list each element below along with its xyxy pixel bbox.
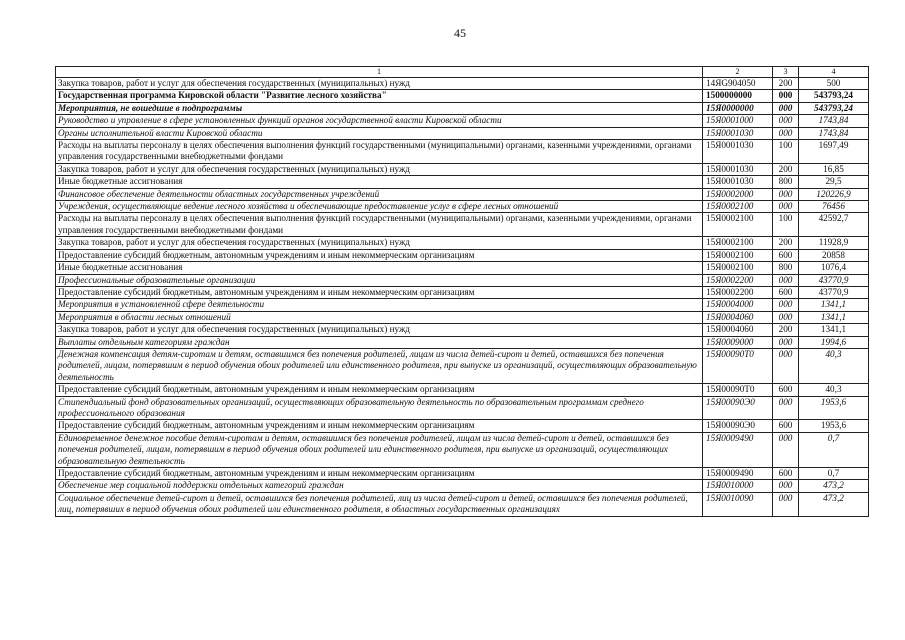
row-code-cell: 15Я0001030	[703, 176, 773, 188]
table-row	[56, 286, 869, 298]
row-expense-type-cell: 000	[773, 115, 799, 127]
row-code-cell: 15Я0009000	[703, 336, 773, 348]
row-name-cell: Мероприятия в установленной сфере деятельности	[56, 299, 703, 311]
row-name-cell: Стипендиальный фонд образовательных организаций, осуществляющих образовательную деятельность по образовательным программам среднего профессионального образования	[56, 396, 703, 420]
row-name-cell: Предоставление субсидий бюджетным, автономным учреждениям и иным некоммерческим организациям	[56, 420, 703, 432]
table-row	[56, 163, 869, 175]
row-amount-cell: 43770,9	[799, 286, 869, 298]
row-amount-cell: 1341,1	[799, 299, 869, 311]
row-amount-cell: 43770,9	[799, 274, 869, 286]
row-name-cell: Закупка товаров, работ и услуг для обеспечения государственных (муниципальных) нужд	[56, 324, 703, 336]
row-name-cell: Закупка товаров, работ и услуг для обеспечения государственных (муниципальных) нужд	[56, 163, 703, 175]
table-row	[56, 299, 869, 311]
row-code-cell: 15Я0002000	[703, 188, 773, 200]
row-name-cell: Финансовое обеспечение деятельности областных государственных учреждений	[56, 188, 703, 200]
row-name-cell: Закупка товаров, работ и услуг для обеспечения государственных (муниципальных) нужд	[56, 237, 703, 249]
table-row	[56, 78, 869, 90]
row-amount-cell: 473,2	[799, 492, 869, 516]
table-row	[56, 324, 869, 336]
table-row	[56, 468, 869, 480]
table-row	[56, 90, 869, 102]
row-expense-type-cell: 000	[773, 348, 799, 383]
row-code-cell: 15Я0004000	[703, 299, 773, 311]
row-expense-type-cell: 100	[773, 140, 799, 164]
row-code-cell: 15Я0002100	[703, 213, 773, 237]
row-name-cell: Социальное обеспечение детей-сирот и детей, оставшихся без попечения родителей, лиц из числа детей-сирот и детей, оставшихся без попечения родителей, лиц, потерявших в период обучения обоих родителей или единственного родителя, в областных государственных организациях	[56, 492, 703, 516]
row-code-cell: 15Я00090Т0	[703, 384, 773, 396]
row-name-cell: Мероприятия, не вошедшие в подпрограммы	[56, 102, 703, 114]
row-amount-cell: 16,85	[799, 163, 869, 175]
row-name-cell: Выплаты отдельным категориям граждан	[56, 336, 703, 348]
row-expense-type-cell: 200	[773, 163, 799, 175]
row-expense-type-cell: 000	[773, 480, 799, 492]
row-name-cell: Обеспечение мер социальной поддержки отдельных категорий граждан	[56, 480, 703, 492]
table-row	[56, 420, 869, 432]
row-amount-cell: 500	[799, 78, 869, 90]
row-code-cell: 14ЯG904050	[703, 78, 773, 90]
row-amount-cell: 1697,49	[799, 140, 869, 164]
row-expense-type-cell: 000	[773, 90, 799, 102]
row-code-cell: 15Я0010000	[703, 480, 773, 492]
row-code-cell: 15Я00090Э0	[703, 396, 773, 420]
row-code-cell: 15Я0001000	[703, 115, 773, 127]
row-expense-type-cell: 000	[773, 274, 799, 286]
row-name-cell: Предоставление субсидий бюджетным, автономным учреждениям и иным некоммерческим организациям	[56, 384, 703, 396]
row-name-cell: Предоставление субсидий бюджетным, автономным учреждениям и иным некоммерческим организациям	[56, 468, 703, 480]
row-code-cell: 15Я0001030	[703, 140, 773, 164]
table-row	[56, 396, 869, 420]
row-code-cell: 15Я00090Э0	[703, 420, 773, 432]
table-row	[56, 140, 869, 164]
row-name-cell: Мероприятия в области лесных отношений	[56, 311, 703, 323]
table-row	[56, 348, 869, 383]
row-expense-type-cell: 100	[773, 213, 799, 237]
row-expense-type-cell: 000	[773, 396, 799, 420]
row-expense-type-cell: 800	[773, 176, 799, 188]
row-name-cell: Учреждения, осуществляющие ведение лесного хозяйства и обеспечивающие предоставление услуг в сфере лесных отношений	[56, 201, 703, 213]
row-code-cell: 15Я0010090	[703, 492, 773, 516]
row-amount-cell: 543793,24	[799, 90, 869, 102]
row-expense-type-cell: 800	[773, 262, 799, 274]
row-code-cell: 15Я0002100	[703, 201, 773, 213]
row-expense-type-cell: 200	[773, 324, 799, 336]
row-amount-cell: 1743,84	[799, 127, 869, 139]
row-expense-type-cell: 600	[773, 384, 799, 396]
table-row	[56, 262, 869, 274]
row-expense-type-cell: 000	[773, 102, 799, 114]
row-expense-type-cell: 200	[773, 237, 799, 249]
row-amount-cell: 40,3	[799, 348, 869, 383]
row-amount-cell: 0,7	[799, 468, 869, 480]
row-expense-type-cell: 000	[773, 299, 799, 311]
table-header-row	[56, 67, 869, 78]
row-name-cell: Предоставление субсидий бюджетным, автономным учреждениям и иным некоммерческим организациям	[56, 286, 703, 298]
column-header-name: 1	[56, 67, 703, 78]
row-expense-type-cell: 600	[773, 468, 799, 480]
table-row	[56, 188, 869, 200]
table-row	[56, 384, 869, 396]
column-header-type: 3	[773, 67, 799, 78]
row-expense-type-cell: 600	[773, 249, 799, 261]
row-code-cell: 15Я0002200	[703, 286, 773, 298]
row-name-cell: Закупка товаров, работ и услуг для обеспечения государственных (муниципальных) нужд	[56, 78, 703, 90]
budget-table	[55, 66, 869, 517]
row-amount-cell: 42592,7	[799, 213, 869, 237]
row-amount-cell: 1994,6	[799, 336, 869, 348]
row-code-cell: 15Я0002100	[703, 249, 773, 261]
row-amount-cell: 76456	[799, 201, 869, 213]
row-amount-cell: 20858	[799, 249, 869, 261]
row-code-cell: 15Я0001030	[703, 163, 773, 175]
row-expense-type-cell: 200	[773, 78, 799, 90]
row-expense-type-cell: 000	[773, 492, 799, 516]
table-row	[56, 213, 869, 237]
row-code-cell: 15Я0009490	[703, 432, 773, 467]
row-code-cell: 15Я0000000	[703, 102, 773, 114]
row-code-cell: 15Я0004060	[703, 311, 773, 323]
row-code-cell: 15Я0002200	[703, 274, 773, 286]
column-header-amount: 4	[799, 67, 869, 78]
row-name-cell: Иные бюджетные ассигнования	[56, 176, 703, 188]
table-row	[56, 432, 869, 467]
row-code-cell: 15Я0002100	[703, 262, 773, 274]
row-amount-cell: 473,2	[799, 480, 869, 492]
row-amount-cell: 1953,6	[799, 420, 869, 432]
row-amount-cell: 543793,24	[799, 102, 869, 114]
row-name-cell: Предоставление субсидий бюджетным, автономным учреждениям и иным некоммерческим организациям	[56, 249, 703, 261]
row-amount-cell: 120226,9	[799, 188, 869, 200]
row-code-cell: 15Я00090Т0	[703, 348, 773, 383]
row-expense-type-cell: 600	[773, 420, 799, 432]
row-name-cell: Руководство и управление в сфере установленных функций органов государственной власти Кировской области	[56, 115, 703, 127]
table-row	[56, 480, 869, 492]
row-expense-type-cell: 000	[773, 311, 799, 323]
row-amount-cell: 11928,9	[799, 237, 869, 249]
column-header-code: 2	[703, 67, 773, 78]
table-row	[56, 274, 869, 286]
row-expense-type-cell: 000	[773, 336, 799, 348]
row-code-cell: 15Я0001030	[703, 127, 773, 139]
row-amount-cell: 1953,6	[799, 396, 869, 420]
row-name-cell: Расходы на выплаты персоналу в целях обеспечения выполнения функций государственными (муниципальными) органами, казенными учреждениями, органами управления государственными внебюджетными фондами	[56, 140, 703, 164]
row-expense-type-cell: 000	[773, 188, 799, 200]
row-code-cell: 15Я0002100	[703, 237, 773, 249]
row-name-cell: Государственная программа Кировской области "Развитие лесного хозяйства"	[56, 90, 703, 102]
row-name-cell: Профессиональные образовательные организации	[56, 274, 703, 286]
row-expense-type-cell: 000	[773, 432, 799, 467]
table-row	[56, 492, 869, 516]
table-row	[56, 102, 869, 114]
table-row	[56, 127, 869, 139]
row-expense-type-cell: 000	[773, 201, 799, 213]
row-name-cell: Расходы на выплаты персоналу в целях обеспечения выполнения функций государственными (муниципальными) органами, казенными учреждениями, органами управления государственными внебюджетными фондами	[56, 213, 703, 237]
table-row	[56, 237, 869, 249]
row-amount-cell: 1743,84	[799, 115, 869, 127]
row-code-cell: 15Я0004060	[703, 324, 773, 336]
row-code-cell: 1500000000	[703, 90, 773, 102]
row-name-cell: Единовременное денежное пособие детям-сиротам и детям, оставшимся без попечения родителей, лицам из числа детей-сирот и детей, оставшихся без попечения родителей, лицам, потерявшим в период обучения обоих родителей или единственного родителя, при выпуске из организаций, осуществляющих образовательную деятельность	[56, 432, 703, 467]
row-name-cell: Денежная компенсация детям-сиротам и детям, оставшимся без попечения родителей, лицам из числа детей-сирот и детей, оставшихся без попечения родителей, лицам, потерявшим в период обучения обоих родителей или единственного родителя, при выпуске из организаций, осуществляющих образовательную деятельность	[56, 348, 703, 383]
table-row	[56, 311, 869, 323]
row-expense-type-cell: 000	[773, 127, 799, 139]
row-amount-cell: 0,7	[799, 432, 869, 467]
table-row	[56, 176, 869, 188]
table-row	[56, 115, 869, 127]
table-row	[56, 249, 869, 261]
table-row	[56, 336, 869, 348]
table-row	[56, 201, 869, 213]
row-amount-cell: 40,3	[799, 384, 869, 396]
row-code-cell: 15Я0009490	[703, 468, 773, 480]
row-amount-cell: 1341,1	[799, 311, 869, 323]
row-amount-cell: 29,5	[799, 176, 869, 188]
row-amount-cell: 1341,1	[799, 324, 869, 336]
row-name-cell: Органы исполнительной власти Кировской области	[56, 127, 703, 139]
row-amount-cell: 1076,4	[799, 262, 869, 274]
row-expense-type-cell: 600	[773, 286, 799, 298]
page-number: 45	[454, 26, 466, 40]
row-name-cell: Иные бюджетные ассигнования	[56, 262, 703, 274]
